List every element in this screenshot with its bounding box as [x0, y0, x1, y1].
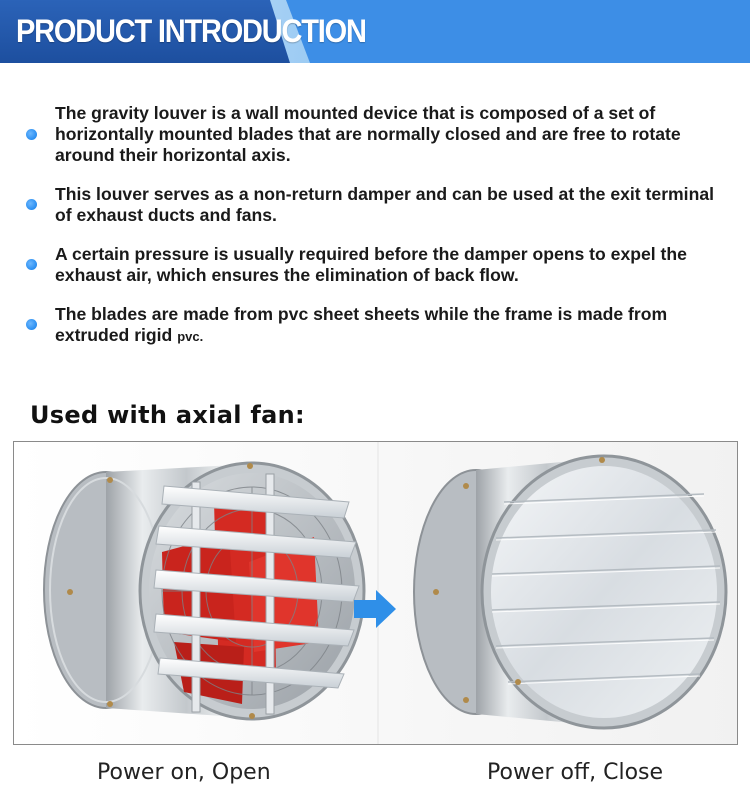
product-illustration	[14, 442, 738, 745]
intro-list	[26, 103, 716, 365]
list-item-text: The blades are made from pvc sheet sheets while the frame is made from extruded rigid	[55, 304, 668, 345]
header-banner	[0, 0, 750, 63]
bullet-dot-icon	[26, 129, 37, 140]
list-item-text: This louver serves as a non-return damper and can be used at the exit terminal of exhaust ducts and fans.	[55, 184, 714, 225]
list-item	[26, 103, 716, 166]
list-item	[26, 244, 716, 286]
closed-louver-photo	[414, 456, 726, 728]
bullet-dot-icon	[26, 199, 37, 210]
product-photo-panel	[13, 441, 738, 745]
list-item-suffix: pvc.	[177, 329, 204, 344]
caption-open: Power on, Open	[97, 760, 271, 785]
list-item	[26, 184, 716, 226]
page-title: PRODUCT INTRODUCTION	[16, 14, 366, 50]
caption-closed: Power off, Close	[487, 760, 664, 785]
bullet-dot-icon	[26, 259, 37, 270]
list-item-text: The gravity louver is a wall mounted device that is composed of a set of horizontally mounted blades that are normally closed and are free to rotate around their horizontal axis.	[55, 103, 681, 165]
list-item-text: A certain pressure is usually required before the damper opens to expel the exhaust air, which ensures the elimination of back flow.	[55, 244, 687, 285]
bullet-dot-icon	[26, 319, 37, 330]
list-item	[26, 304, 716, 347]
open-louver-fan-photo	[44, 463, 364, 719]
section-heading: Used with axial fan:	[30, 401, 305, 429]
